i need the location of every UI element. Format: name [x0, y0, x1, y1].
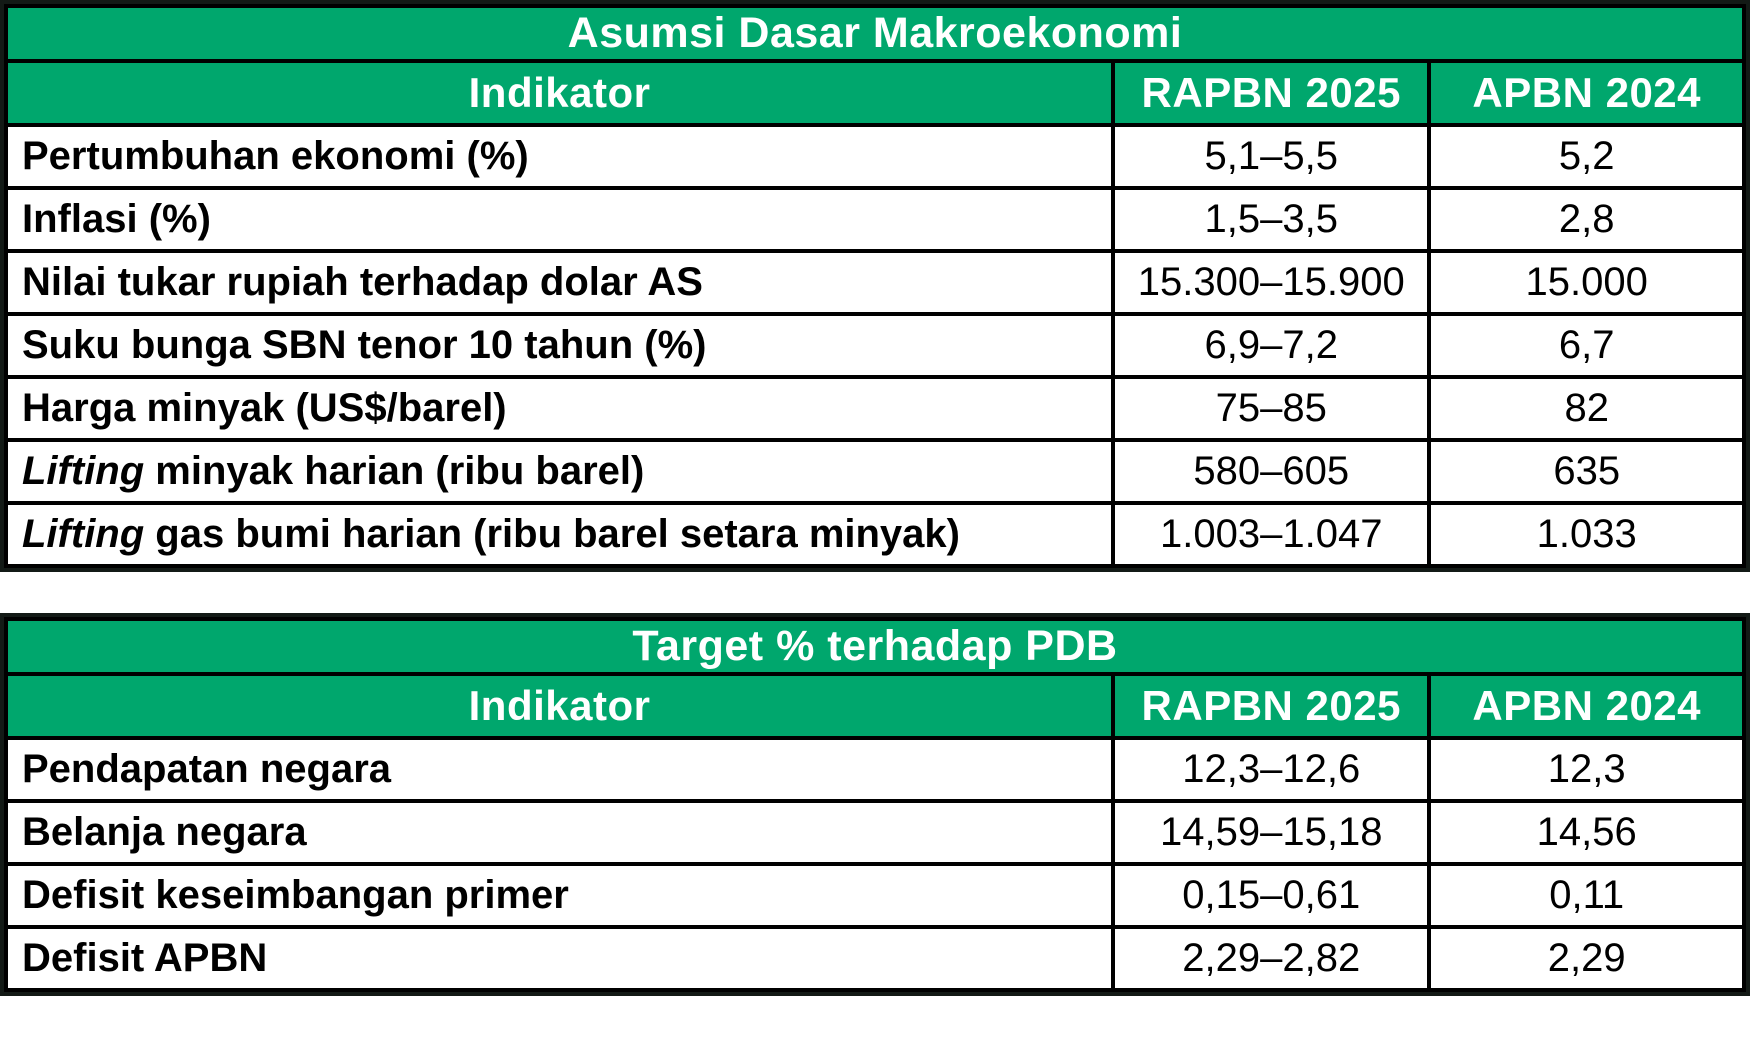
apbn-2024-value: 82: [1429, 377, 1744, 440]
tables-gap: [0, 572, 1750, 613]
rapbn-2025-value: 6,9–7,2: [1113, 314, 1429, 377]
apbn-2024-value: 1.033: [1429, 503, 1744, 566]
indicator-cell: [6, 440, 1113, 503]
column-header-rapbn-2025: RAPBN 2025: [1113, 674, 1429, 738]
column-header-apbn-2024: APBN 2024: [1429, 61, 1744, 125]
table-target-persen-pdb: [0, 613, 1750, 996]
indicator-label: Pertumbuhan ekonomi (%): [22, 134, 529, 178]
indicator-cell: [6, 125, 1113, 188]
indicator-cell: [6, 314, 1113, 377]
table-row: [6, 738, 1744, 801]
indicator-cell: [6, 738, 1113, 801]
rapbn-2025-value: 75–85: [1113, 377, 1429, 440]
indicator-cell: [6, 927, 1113, 990]
rapbn-2025-value: 1.003–1.047: [1113, 503, 1429, 566]
indicator-cell: [6, 188, 1113, 251]
table-row: [6, 125, 1744, 188]
rapbn-2025-value: 580–605: [1113, 440, 1429, 503]
column-header-row: [6, 674, 1744, 738]
target-table: [4, 617, 1746, 992]
table-row: [6, 440, 1744, 503]
rapbn-2025-value: 0,15–0,61: [1113, 864, 1429, 927]
indicator-cell: [6, 251, 1113, 314]
indicator-label: Harga minyak (US$/barel): [22, 386, 507, 430]
indicator-label: Pendapatan negara: [22, 747, 392, 791]
rapbn-2025-value: 2,29–2,82: [1113, 927, 1429, 990]
apbn-2024-value: 2,8: [1429, 188, 1744, 251]
column-header-indikator: Indikator: [6, 61, 1113, 125]
table-row: [6, 503, 1744, 566]
table-row: [6, 864, 1744, 927]
rapbn-2025-value: 1,5–3,5: [1113, 188, 1429, 251]
apbn-2024-value: 6,7: [1429, 314, 1744, 377]
indicator-label: Suku bunga SBN tenor 10 tahun (%): [22, 323, 707, 367]
table-row: [6, 377, 1744, 440]
table-row: [6, 314, 1744, 377]
table-row: [6, 251, 1744, 314]
indicator-cell: [6, 503, 1113, 566]
table-title-row: [6, 6, 1744, 61]
rapbn-2025-value: 5,1–5,5: [1113, 125, 1429, 188]
table-row: [6, 801, 1744, 864]
column-header-row: [6, 61, 1744, 125]
apbn-2024-value: 2,29: [1429, 927, 1744, 990]
rapbn-2025-value: 15.300–15.900: [1113, 251, 1429, 314]
apbn-2024-value: 0,11: [1429, 864, 1744, 927]
indicator-cell: [6, 377, 1113, 440]
indicator-label: Defisit keseimbangan primer: [22, 873, 569, 917]
column-header-rapbn-2025: RAPBN 2025: [1113, 61, 1429, 125]
table-title-row: [6, 619, 1744, 674]
asumsi-table: [4, 4, 1746, 568]
indicator-label: Nilai tukar rupiah terhadap dolar AS: [22, 260, 703, 304]
apbn-2024-value: 14,56: [1429, 801, 1744, 864]
indicator-cell: [6, 801, 1113, 864]
table-row: [6, 188, 1744, 251]
table-title: Asumsi Dasar Makroekonomi: [6, 6, 1744, 61]
table-row: [6, 927, 1744, 990]
indicator-label: Inflasi (%): [22, 197, 211, 241]
column-header-indikator: Indikator: [6, 674, 1113, 738]
indicator-label: Belanja negara: [22, 810, 307, 854]
rapbn-2025-value: 12,3–12,6: [1113, 738, 1429, 801]
indicator-italic-prefix: Lifting: [22, 449, 145, 493]
indicator-italic-prefix: Lifting: [22, 512, 145, 556]
apbn-2024-value: 635: [1429, 440, 1744, 503]
apbn-2024-value: 5,2: [1429, 125, 1744, 188]
indicator-label: minyak harian (ribu barel): [144, 449, 645, 493]
rapbn-2025-value: 14,59–15,18: [1113, 801, 1429, 864]
table-title: Target % terhadap PDB: [6, 619, 1744, 674]
indicator-cell: [6, 864, 1113, 927]
apbn-2024-value: 15.000: [1429, 251, 1744, 314]
indicator-label: Defisit APBN: [22, 936, 268, 980]
apbn-2024-value: 12,3: [1429, 738, 1744, 801]
column-header-apbn-2024: APBN 2024: [1429, 674, 1744, 738]
indicator-label: gas bumi harian (ribu barel setara minyak): [144, 512, 960, 556]
